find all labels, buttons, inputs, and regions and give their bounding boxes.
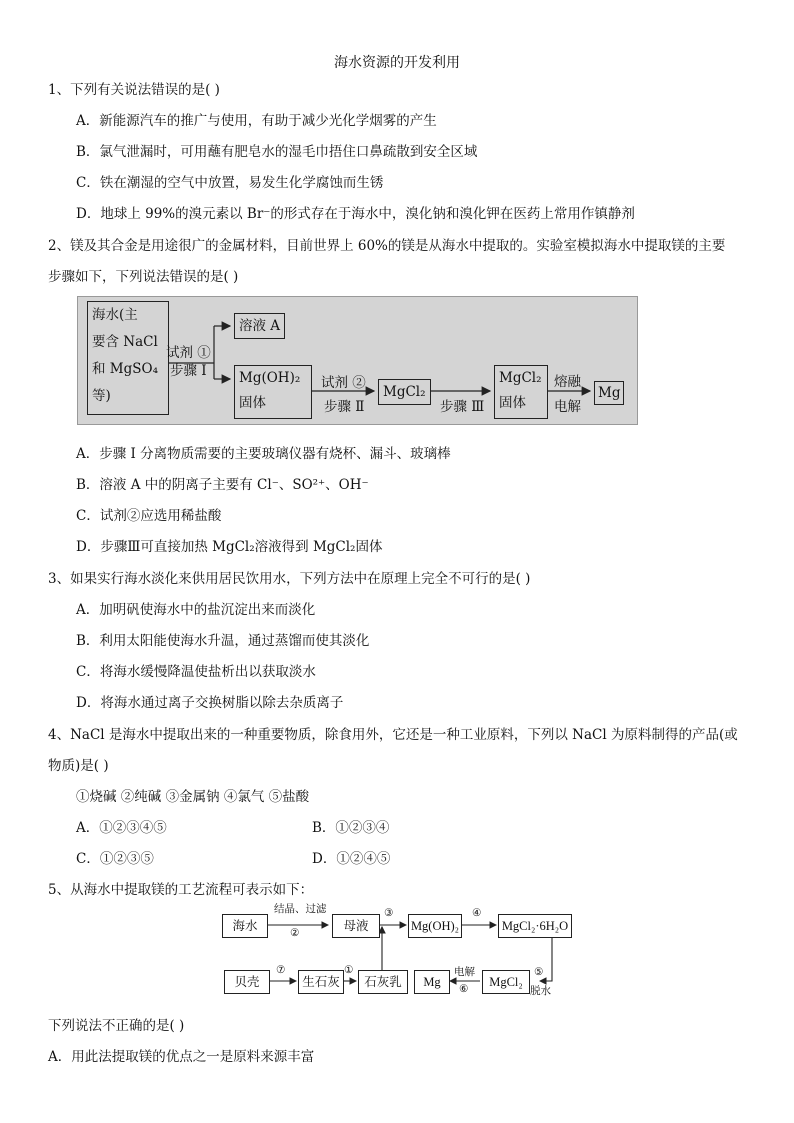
mgcl2-box: MgCl₂ xyxy=(482,970,530,994)
q1-option-a: A．新能源汽车的推广与使用，有助于减少光化学烟雾的产生 xyxy=(76,113,437,129)
mgoh2-label: Mg(OH)₂ xyxy=(239,370,301,386)
step2-label: 步骤 Ⅱ xyxy=(324,399,365,415)
mgoh2-solid-label: 固体 xyxy=(239,395,266,411)
q2-option-c: C．试剂②应选用稀盐酸 xyxy=(76,508,222,524)
q3-option-a: A．加明矾使海水中的盐沉淀出来而淡化 xyxy=(76,602,316,618)
q5-option-a: A．用此法提取镁的优点之一是原料来源丰富 xyxy=(48,1049,315,1065)
lime-milk-box: 石灰乳 xyxy=(358,970,408,994)
dehydrate-label: 脱水 xyxy=(530,985,551,997)
q4-option-b: B．①②③④ xyxy=(312,820,390,836)
q3-option-b: B．利用太阳能使海水升温，通过蒸馏而使其淡化 xyxy=(76,633,370,649)
step3-label: 步骤 Ⅲ xyxy=(440,399,485,415)
q2-stem-line1: 2、镁及其合金是用途很广的金属材料，目前世界上 60%的镁是从海水中提取的。实验室模拟海水中提取镁的主要 xyxy=(48,238,726,254)
page-title: 海水资源的开发利用 xyxy=(334,55,460,71)
q5-question: 下列说法不正确的是( ) xyxy=(48,1018,185,1034)
q2-stem-line2: 步骤如下，下列说法错误的是( ) xyxy=(48,269,239,285)
seawater-line3: 和 MgSO₄ xyxy=(92,361,158,377)
shell-box: 贝壳 xyxy=(224,970,270,994)
quicklime-box: 生石灰 xyxy=(298,970,344,994)
q3-option-c: C．将海水缓慢降温使盐析出以获取淡水 xyxy=(76,664,316,680)
q4-stem-line1: 4、NaCl 是海水中提取出来的一种重要物质，除食用外，它还是一种工业原料，下列以 NaCl 为原料制得的产品(或 xyxy=(48,727,738,743)
mgcl2-solid-label: 固体 xyxy=(499,395,526,411)
q4-stem-line2: 物质)是( ) xyxy=(48,758,109,774)
seawater-box: 海水 xyxy=(222,914,268,938)
q1-stem: 1、下列有关说法错误的是( ) xyxy=(48,82,220,98)
seawater-line2: 要含 NaCl xyxy=(92,334,158,350)
molten-label: 熔融 xyxy=(554,374,581,390)
step1-number: ① xyxy=(344,964,354,976)
q5-stem: 5、从海水中提取镁的工艺流程可表示如下： xyxy=(48,882,314,898)
mgcl2-hydrate-box: MgCl₂·6H₂O xyxy=(498,914,572,938)
q1-option-b: B．氯气泄漏时，可用蘸有肥皂水的湿毛巾捂住口鼻疏散到安全区域 xyxy=(76,144,478,160)
mg-box: Mg xyxy=(414,970,450,994)
q4-option-a: A．①②③④⑤ xyxy=(76,820,167,836)
q4-items: ①烧碱 ②纯碱 ③金属钠 ④氯气 ⑤盐酸 xyxy=(76,789,310,805)
electrolysis-label: 电解 xyxy=(454,966,475,978)
mother-liquor-box: 母液 xyxy=(332,914,380,938)
reagent2-label: 试剂 ② xyxy=(321,375,366,391)
mgoh2-box: Mg(OH)₂ xyxy=(408,914,462,938)
seawater-line1: 海水(主 xyxy=(92,307,138,323)
q2-option-d: D．步骤Ⅲ可直接加热 MgCl₂溶液得到 MgCl₂固体 xyxy=(76,539,383,555)
q2-option-a: A．步骤 I 分离物质需要的主要玻璃仪器有烧杯、漏斗、玻璃棒 xyxy=(76,446,451,462)
step4-number: ④ xyxy=(472,907,482,919)
solution-a-box: 溶液 A xyxy=(234,313,285,339)
step2-number: ② xyxy=(290,927,300,939)
seawater-line4: 等) xyxy=(92,388,111,404)
q5-process-diagram xyxy=(222,905,572,997)
step5-number: ⑤ xyxy=(534,966,544,978)
mgcl2-solid-formula: MgCl₂ xyxy=(499,370,542,386)
q3-stem: 3、如果实行海水淡化来供用居民饮用水，下列方法中在原理上完全不可行的是( ) xyxy=(48,571,531,587)
mgoh2-solid-box xyxy=(234,365,312,419)
step7-number: ⑦ xyxy=(276,964,286,976)
mg-box: Mg xyxy=(594,381,624,405)
q4-option-d: D．①②④⑤ xyxy=(312,851,391,867)
step3-number: ③ xyxy=(384,907,394,919)
q2-option-b: B．溶液 A 中的阴离子主要有 Cl⁻、SO²⁺、OH⁻ xyxy=(76,477,369,493)
step6-number: ⑥ xyxy=(459,983,469,995)
mgcl2-solid-box xyxy=(494,365,548,419)
step1-label: 步骤 Ⅰ xyxy=(170,363,207,379)
crystal-filter-label: 结晶、过滤 xyxy=(274,903,327,915)
q3-option-d: D．将海水通过离子交换树脂以除去杂质离子 xyxy=(76,695,344,711)
mgcl2-box: MgCl₂ xyxy=(378,379,431,405)
electrolysis-label: 电解 xyxy=(554,399,581,415)
q4-option-c: C．①②③⑤ xyxy=(76,851,154,867)
reagent1-label: 试剂 ① xyxy=(166,345,211,361)
q2-flow-diagram xyxy=(77,296,638,425)
q1-option-d: D．地球上 99%的溴元素以 Br⁻的形式存在于海水中，溴化钠和溴化钾在医药上常用作镇静剂 xyxy=(76,206,635,222)
seawater-box xyxy=(87,301,169,415)
q1-option-c: C．铁在潮湿的空气中放置，易发生化学腐蚀而生锈 xyxy=(76,175,384,191)
